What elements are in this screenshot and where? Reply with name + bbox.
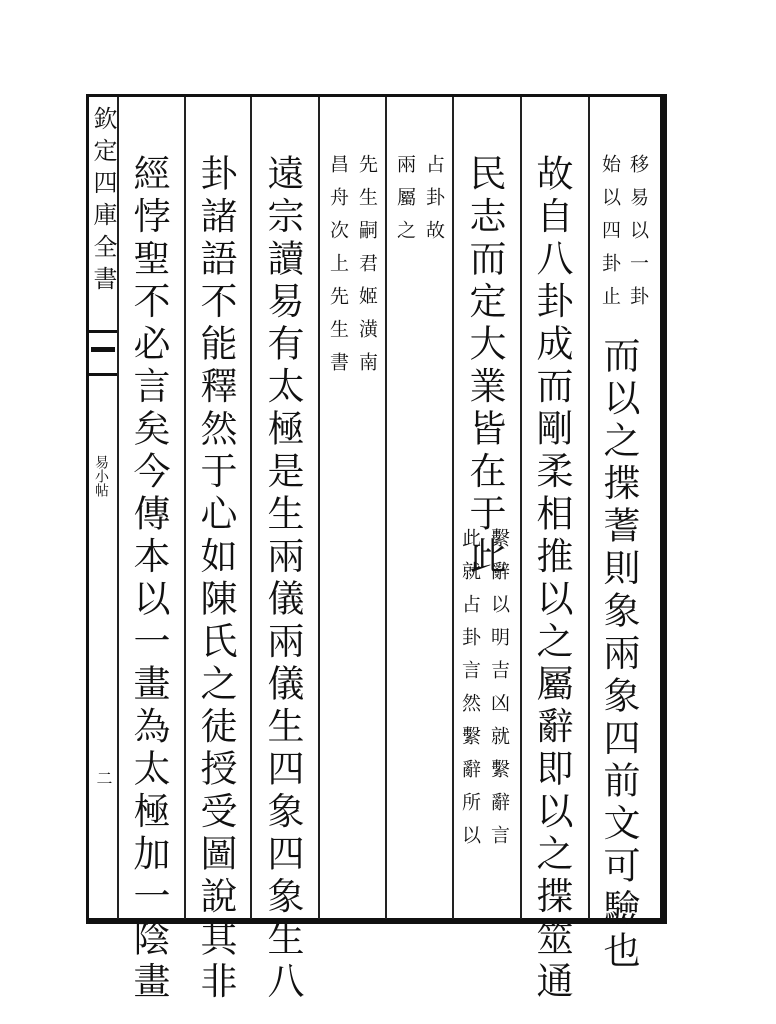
margin-page-number: 二: [94, 770, 113, 786]
column-rule: [117, 97, 119, 919]
margin-volume-title: 易小帖: [93, 455, 109, 497]
annotation-line: 先生嗣君姬潢南: [356, 154, 378, 385]
text-column: 故自八卦成而剛柔相推以之屬辭即以之揲筮通: [530, 154, 573, 1004]
text-column: 經悖聖不必言矣今傳本以一畫為太極加一陰畫: [127, 154, 170, 1004]
frame-right-border: [660, 94, 667, 924]
annotation-line: 移易以一卦: [627, 154, 649, 319]
frame-top-border: [86, 94, 662, 97]
column-rule: [588, 97, 590, 919]
margin-book-title: 欽定四庫全書: [89, 106, 117, 298]
column-rule: [318, 97, 320, 919]
annotation-line: 昌舟次上先生書: [327, 154, 349, 385]
frame-bottom-border: [86, 918, 666, 924]
column-rule: [385, 97, 387, 919]
column-rule: [184, 97, 186, 919]
text-column: 卦諸語不能釋然于心如陳氏之徒授受圖說其非: [194, 154, 237, 1004]
text-column: 遠宗讀易有太極是生兩儀兩儀生四象四象生八: [261, 154, 304, 1004]
annotation-line: 繫辭以明吉凶就繫辭言: [488, 528, 510, 858]
text-column: 而以之揲蓍則象兩象四前文可驗也: [597, 336, 640, 974]
annotation-line: 兩屬之: [394, 154, 416, 253]
annotation-line: 占卦故: [423, 154, 445, 253]
annotation-line: 始以四卦止: [599, 154, 621, 319]
text-column: 民志而定大業皆在于此: [463, 154, 506, 579]
column-rule: [520, 97, 522, 919]
fish-tail-ornament: [89, 330, 117, 376]
column-rule: [452, 97, 454, 919]
column-rule: [250, 97, 252, 919]
annotation-line: 此就占卦言然繫辭所以: [459, 528, 481, 858]
